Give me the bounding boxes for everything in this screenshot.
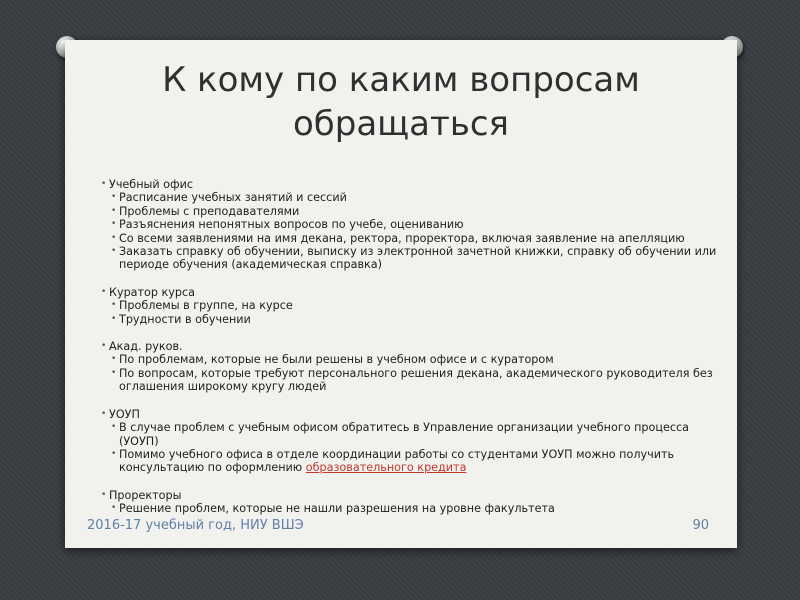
list-item-text: Помимо учебного офиса в отделе координации работы со студентами УОУП можно получить консультацию по оформлению bbox=[119, 447, 675, 475]
group-vice-rectors bbox=[101, 489, 721, 516]
slide-title-line1: К кому по каким вопросам bbox=[162, 60, 640, 100]
list-item: • Заказать справку об обучении, выписку из электронной зачетной книжки, справку об обучении или периоде обучения (академическая справка) bbox=[101, 245, 721, 272]
education-credit-link[interactable]: образовательного кредита bbox=[305, 461, 467, 475]
group-heading: • Учебный офис bbox=[101, 178, 721, 191]
group-heading: • Проректоры bbox=[101, 489, 721, 502]
slide bbox=[65, 40, 737, 548]
group-uoup bbox=[101, 408, 721, 475]
list-item: • Трудности в обучении bbox=[101, 313, 721, 326]
slide-title-line2: обращаться bbox=[292, 104, 510, 144]
list-item: • Проблемы с преподавателями bbox=[101, 205, 721, 218]
group-heading: • Акад. руков. bbox=[101, 340, 721, 353]
group-course-curator bbox=[101, 286, 721, 326]
slide-footer: 2016-17 учебный год, НИУ ВШЭ bbox=[87, 518, 304, 533]
list-item: • Разъяснения непонятных вопросов по учебе, оцениванию bbox=[101, 218, 721, 231]
group-heading: • УОУП bbox=[101, 408, 721, 421]
slide-content bbox=[101, 178, 721, 530]
group-heading: • Куратор курса bbox=[101, 286, 721, 299]
list-item: • Решение проблем, которые не нашли разрешения на уровне факультета bbox=[101, 502, 721, 515]
list-item: • Проблемы в группе, на курсе bbox=[101, 299, 721, 312]
list-item-with-link bbox=[101, 448, 721, 475]
list-item: • В случае проблем с учебным офисом обратитесь в Управление организации учебного процесса (УОУП) bbox=[101, 421, 721, 448]
list-item: • По вопросам, которые требуют персонального решения декана, академического руководителя без оглашения широкому кругу людей bbox=[101, 367, 721, 394]
list-item: • По проблемам, которые не были решены в учебном офисе и с куратором bbox=[101, 353, 721, 366]
group-academic-supervisor bbox=[101, 340, 721, 394]
group-study-office bbox=[101, 178, 721, 272]
slide-title bbox=[65, 58, 737, 146]
list-item: • Со всеми заявлениями на имя декана, ректора, проректора, включая заявление на апелляцию bbox=[101, 232, 721, 245]
page-number: 90 bbox=[692, 518, 709, 533]
list-item: • Расписание учебных занятий и сессий bbox=[101, 191, 721, 204]
